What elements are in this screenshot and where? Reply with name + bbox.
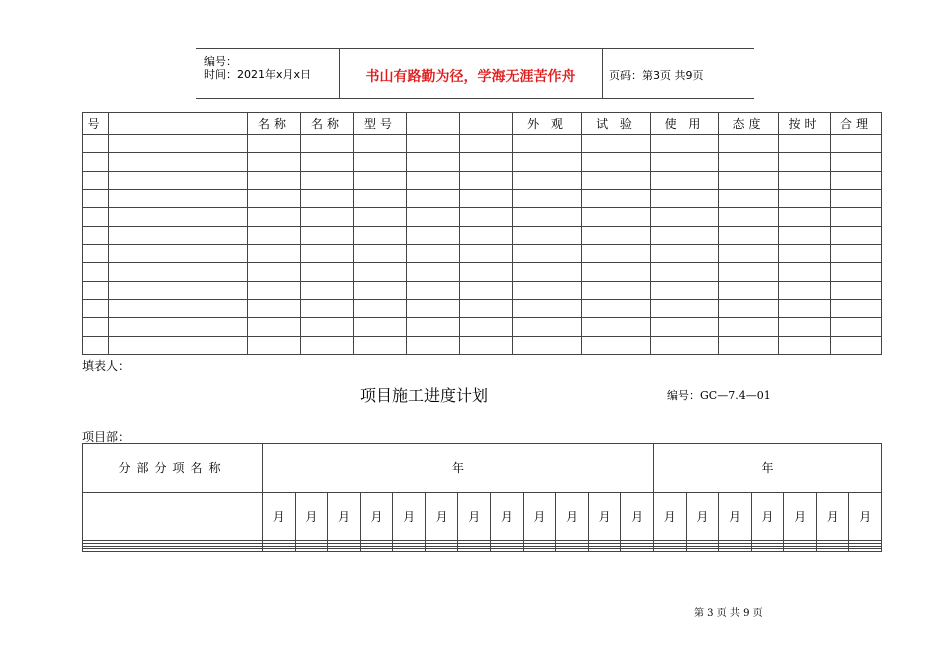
month-header: 月 (425, 492, 458, 541)
table-cell[interactable] (719, 244, 779, 262)
table-cell[interactable] (831, 299, 882, 317)
table-cell[interactable] (248, 318, 301, 336)
table-cell[interactable] (651, 189, 719, 207)
table-cell[interactable] (556, 549, 589, 552)
table-cell[interactable] (301, 244, 354, 262)
header-meta-cell (196, 49, 340, 98)
table-cell[interactable] (582, 171, 651, 189)
table-cell[interactable] (513, 299, 582, 317)
table-cell[interactable] (248, 263, 301, 281)
table-cell[interactable] (360, 549, 393, 552)
table-cell[interactable] (425, 549, 458, 552)
month-header: 月 (784, 492, 817, 541)
table-cell[interactable] (393, 549, 426, 552)
header-motto-cell (339, 49, 603, 98)
schedule-name-header: 分部分项名称 (83, 444, 263, 493)
table-cell[interactable] (248, 171, 301, 189)
table-cell[interactable] (301, 171, 354, 189)
table-cell[interactable] (460, 281, 513, 299)
table-cell[interactable] (849, 549, 882, 552)
table-header-row (83, 113, 882, 135)
table-cell[interactable] (83, 208, 109, 226)
table-cell[interactable] (651, 226, 719, 244)
month-header: 月 (719, 492, 752, 541)
table-cell[interactable] (248, 299, 301, 317)
table-cell[interactable] (83, 549, 263, 552)
filler-label: 填表人： (82, 359, 131, 373)
table-cell[interactable] (831, 153, 882, 171)
table-row (83, 281, 882, 299)
table-row (83, 208, 882, 226)
table-row (83, 189, 882, 207)
table-cell[interactable] (263, 549, 296, 552)
table-cell[interactable] (651, 336, 719, 354)
month-header: 月 (816, 492, 849, 541)
table-cell[interactable] (354, 281, 407, 299)
table-cell[interactable] (719, 549, 752, 552)
table-cell[interactable] (582, 189, 651, 207)
table-cell[interactable] (109, 263, 248, 281)
table-header-cell: 按时 (779, 113, 831, 135)
table-cell[interactable] (513, 281, 582, 299)
table-cell[interactable] (83, 336, 109, 354)
table-cell[interactable] (109, 208, 248, 226)
table-cell[interactable] (513, 244, 582, 262)
table-header-cell: 号 (83, 113, 109, 135)
table-cell[interactable] (582, 244, 651, 262)
plan-title: 项目施工进度计划 (360, 386, 489, 405)
table-cell[interactable] (513, 153, 582, 171)
table-cell[interactable] (651, 244, 719, 262)
table-cell[interactable] (651, 171, 719, 189)
table-cell[interactable] (621, 549, 654, 552)
table-cell[interactable] (831, 244, 882, 262)
table-cell[interactable] (407, 226, 460, 244)
table-cell[interactable] (248, 281, 301, 299)
table-cell[interactable] (248, 336, 301, 354)
table-cell[interactable] (651, 263, 719, 281)
table-cell[interactable] (460, 244, 513, 262)
table-cell[interactable] (354, 299, 407, 317)
table-cell[interactable] (83, 189, 109, 207)
table-cell[interactable] (354, 318, 407, 336)
table-row (83, 318, 882, 336)
month-header: 月 (360, 492, 393, 541)
table-cell[interactable] (651, 208, 719, 226)
table-cell[interactable] (831, 263, 882, 281)
month-header: 月 (393, 492, 426, 541)
table-row (83, 135, 882, 153)
table-cell[interactable] (354, 336, 407, 354)
table-cell[interactable] (301, 135, 354, 153)
table-cell[interactable] (83, 244, 109, 262)
table-header-cell: 外 观 (513, 113, 582, 135)
month-header: 月 (523, 492, 556, 541)
table-cell[interactable] (751, 549, 784, 552)
table-cell[interactable] (460, 208, 513, 226)
table-cell[interactable] (651, 281, 719, 299)
table-header-cell (407, 113, 460, 135)
table-cell[interactable] (407, 189, 460, 207)
table-cell[interactable] (458, 549, 491, 552)
table-cell[interactable] (460, 189, 513, 207)
table-header-cell: 试 验 (582, 113, 651, 135)
table-row (83, 153, 882, 171)
table-cell[interactable] (83, 226, 109, 244)
table-cell[interactable] (582, 281, 651, 299)
table-cell[interactable] (83, 299, 109, 317)
table-cell[interactable] (407, 171, 460, 189)
table-cell[interactable] (831, 135, 882, 153)
month-header: 月 (491, 492, 524, 541)
plan-code: 编号：GC—7.4—01 (667, 389, 771, 402)
table-cell[interactable] (779, 263, 831, 281)
table-cell[interactable] (779, 189, 831, 207)
table-cell[interactable] (784, 549, 817, 552)
table-cell[interactable] (831, 189, 882, 207)
table-cell[interactable] (719, 189, 779, 207)
table-cell[interactable] (686, 549, 719, 552)
table-cell[interactable] (354, 153, 407, 171)
table-cell[interactable] (582, 153, 651, 171)
table-cell[interactable] (582, 226, 651, 244)
table-row (83, 549, 882, 552)
table-cell[interactable] (582, 318, 651, 336)
table-cell[interactable] (354, 263, 407, 281)
table-cell[interactable] (779, 299, 831, 317)
month-header: 月 (458, 492, 491, 541)
schedule-month-row (83, 492, 882, 541)
table-cell[interactable] (513, 189, 582, 207)
table-cell[interactable] (109, 336, 248, 354)
table-cell[interactable] (354, 189, 407, 207)
table-cell[interactable] (328, 549, 361, 552)
header-page-cell (603, 49, 754, 98)
table-cell[interactable] (719, 153, 779, 171)
table-cell[interactable] (109, 281, 248, 299)
table-cell[interactable] (295, 549, 328, 552)
table-cell[interactable] (779, 244, 831, 262)
table-cell[interactable] (83, 135, 109, 153)
table-cell[interactable] (523, 549, 556, 552)
month-header: 月 (556, 492, 589, 541)
table-row (83, 244, 882, 262)
table-cell[interactable] (513, 336, 582, 354)
table-cell[interactable] (513, 318, 582, 336)
table-cell[interactable] (582, 135, 651, 153)
motto-text: 书山有路勤为径，学海无涯苦作舟 (365, 69, 576, 85)
table-row (83, 336, 882, 354)
table-cell[interactable] (460, 336, 513, 354)
month-header: 月 (751, 492, 784, 541)
table-cell[interactable] (248, 226, 301, 244)
table-cell[interactable] (654, 549, 687, 552)
table-cell[interactable] (354, 135, 407, 153)
table-cell[interactable] (513, 208, 582, 226)
schedule-table (82, 443, 882, 552)
table-header-cell: 名称 (248, 113, 301, 135)
schedule-name-blank (83, 492, 263, 541)
table-cell[interactable] (719, 263, 779, 281)
table-cell[interactable] (109, 153, 248, 171)
inspection-table (82, 112, 882, 355)
table-header-cell: 使 用 (651, 113, 719, 135)
table-cell[interactable] (513, 226, 582, 244)
table-cell[interactable] (354, 244, 407, 262)
table-cell[interactable] (407, 299, 460, 317)
table-cell[interactable] (779, 208, 831, 226)
table-cell[interactable] (513, 263, 582, 281)
page-label: 页码：第3页 共9页 (609, 69, 704, 82)
footer-page: 第 3 页 共 9 页 (694, 608, 763, 619)
table-cell[interactable] (248, 153, 301, 171)
table-cell[interactable] (248, 244, 301, 262)
year-header: 年 (654, 444, 882, 493)
table-cell[interactable] (301, 189, 354, 207)
table-cell[interactable] (779, 226, 831, 244)
table-cell[interactable] (109, 189, 248, 207)
table-cell[interactable] (513, 135, 582, 153)
table-cell[interactable] (109, 318, 248, 336)
table-cell[interactable] (407, 281, 460, 299)
table-header-cell: 合理 (831, 113, 882, 135)
table-cell[interactable] (719, 281, 779, 299)
month-header: 月 (654, 492, 687, 541)
table-cell[interactable] (407, 336, 460, 354)
table-cell[interactable] (407, 135, 460, 153)
table-cell[interactable] (582, 299, 651, 317)
table-cell[interactable] (779, 153, 831, 171)
table-cell[interactable] (831, 171, 882, 189)
month-header: 月 (621, 492, 654, 541)
table-header-cell (109, 113, 248, 135)
table-cell[interactable] (407, 153, 460, 171)
table-cell[interactable] (354, 208, 407, 226)
table-cell[interactable] (831, 281, 882, 299)
table-cell[interactable] (651, 153, 719, 171)
table-header-cell: 型号 (354, 113, 407, 135)
schedule-year-row (83, 444, 882, 493)
table-cell[interactable] (460, 263, 513, 281)
table-cell[interactable] (301, 208, 354, 226)
table-cell[interactable] (779, 281, 831, 299)
table-cell[interactable] (83, 263, 109, 281)
table-cell[interactable] (582, 336, 651, 354)
table-cell[interactable] (460, 153, 513, 171)
table-cell[interactable] (109, 171, 248, 189)
table-cell[interactable] (719, 299, 779, 317)
table-cell[interactable] (460, 299, 513, 317)
table-row (83, 226, 882, 244)
table-cell[interactable] (816, 549, 849, 552)
table-cell[interactable] (354, 171, 407, 189)
table-cell[interactable] (83, 318, 109, 336)
month-header: 月 (328, 492, 361, 541)
table-cell[interactable] (407, 263, 460, 281)
table-cell[interactable] (831, 226, 882, 244)
table-cell[interactable] (582, 208, 651, 226)
table-cell[interactable] (779, 135, 831, 153)
table-cell[interactable] (779, 336, 831, 354)
table-cell[interactable] (491, 549, 524, 552)
dept-label: 项目部： (82, 430, 131, 444)
table-cell[interactable] (719, 226, 779, 244)
table-row (83, 299, 882, 317)
month-header: 月 (686, 492, 719, 541)
table-cell[interactable] (301, 299, 354, 317)
table-cell[interactable] (831, 208, 882, 226)
table-header-cell: 名称 (301, 113, 354, 135)
table-cell[interactable] (460, 226, 513, 244)
table-header-cell (460, 113, 513, 135)
table-cell[interactable] (719, 336, 779, 354)
table-cell[interactable] (301, 318, 354, 336)
table-cell[interactable] (582, 263, 651, 281)
table-cell[interactable] (109, 299, 248, 317)
table-cell[interactable] (83, 153, 109, 171)
table-row (83, 263, 882, 281)
table-cell[interactable] (301, 226, 354, 244)
table-cell[interactable] (719, 208, 779, 226)
table-cell[interactable] (407, 244, 460, 262)
table-cell[interactable] (460, 318, 513, 336)
table-cell[interactable] (651, 318, 719, 336)
table-cell[interactable] (513, 171, 582, 189)
table-cell[interactable] (109, 135, 248, 153)
table-cell[interactable] (831, 318, 882, 336)
table-cell[interactable] (719, 318, 779, 336)
table-cell[interactable] (83, 281, 109, 299)
table-cell[interactable] (719, 135, 779, 153)
table-cell[interactable] (651, 135, 719, 153)
month-header: 月 (295, 492, 328, 541)
table-cell[interactable] (83, 171, 109, 189)
table-cell[interactable] (248, 208, 301, 226)
table-cell[interactable] (248, 135, 301, 153)
table-cell[interactable] (109, 244, 248, 262)
month-header: 月 (588, 492, 621, 541)
table-cell[interactable] (831, 336, 882, 354)
table-cell[interactable] (588, 549, 621, 552)
year-header: 年 (263, 444, 654, 493)
table-cell[interactable] (301, 336, 354, 354)
table-cell[interactable] (779, 318, 831, 336)
table-cell[interactable] (407, 208, 460, 226)
table-cell[interactable] (109, 226, 248, 244)
table-header-cell: 态度 (719, 113, 779, 135)
table-cell[interactable] (460, 135, 513, 153)
table-cell[interactable] (301, 263, 354, 281)
serial-label: 编号： (204, 55, 237, 68)
table-cell[interactable] (779, 171, 831, 189)
month-header: 月 (263, 492, 296, 541)
table-cell[interactable] (407, 318, 460, 336)
document-header (196, 48, 754, 99)
table-cell[interactable] (651, 299, 719, 317)
table-cell[interactable] (460, 171, 513, 189)
table-row (83, 171, 882, 189)
date-label: 时间：2021年x月x日 (204, 68, 312, 81)
table-cell[interactable] (301, 153, 354, 171)
table-cell[interactable] (354, 226, 407, 244)
table-cell[interactable] (719, 171, 779, 189)
month-header: 月 (849, 492, 882, 541)
table-cell[interactable] (248, 189, 301, 207)
table-cell[interactable] (301, 281, 354, 299)
